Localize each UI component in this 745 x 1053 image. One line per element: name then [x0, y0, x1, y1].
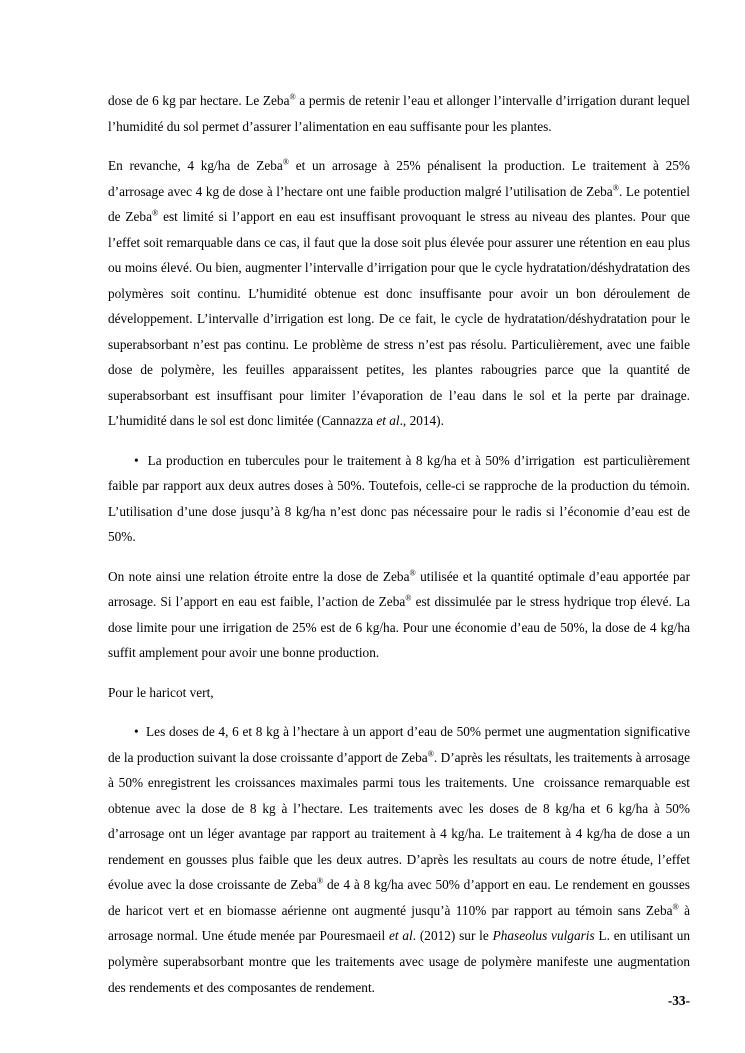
bullet-item-haricot: • Les doses de 4, 6 et 8 kg à l’hectare à un apport d’eau de 50% permet une augmentation significative de la production suivant la dose croissante d’apport de Zeba®. D’après les résultats, les traitements à arrosage à 50% enregistrent les croissances maximales parmi tous les traitements. Une croissance remarquable est obtenue avec la dose de 8 kg à l’hectare. Les traitements avec les doses de 8 kg/ha et 6 kg/ha à 50% d’arrosage ont un léger avantage par rapport au traitement à 4 kg/ha. Le traitement à 4 kg/ha de dose a un rendement en gousses plus faible que les deux autres. D’après les resultats au cours de notre étude, l’effet évolue avec la dose croissante de Zeba® de 4 à 8 kg/ha avec 50% d’apport en eau. Le rendement en gousses de haricot vert et en biomasse aérienne ont augmenté jusqu’à 110% par rapport au témoin sans Zeba® à arrosage normal. Une étude menée par Pouresmaeil et al. (2012) sur le Phaseolus vulgaris L. en utilisant un polymère superabsorbant montre que les traitements avec usage de polymère manifeste une augmentation des rendements et des composantes de rendement.	[108, 724, 691, 995]
page-number: -33-	[667, 993, 690, 1008]
page-body	[108, 88, 690, 1000]
paragraph-3: On note ainsi une relation étroite entre la dose de Zeba® utilisée et la quantité optimale d’eau apportée par arrosage. Si l’apport en eau est faible, l’action de Zeba® est dissimulée par le stress hydrique trop élevé. La dose limite pour une irrigation de 25% est de 6 kg/ha. Pour une économie d’eau de 50%, la dose de 4 kg/ha suffit amplement pour avoir une bonne production.	[108, 568, 691, 661]
paragraph-haricot-intro: Pour le haricot vert,	[108, 684, 214, 700]
bullet-item-radis: • La production en tubercules pour le traitement à 8 kg/ha et à 50% d’irrigation est particulièrement faible par rapport aux deux autres doses à 50%. Toutefois, celle-ci se rapproche de la production du témoin. L’utilisation d’une dose jusqu’à 8 kg/ha n’est donc pas nécessaire pour le radis si l’économie d’eau est de 50%.	[108, 452, 690, 545]
paragraph-1: dose de 6 kg par hectare. Le Zeba® a permis de retenir l’eau et allonger l’intervalle d’irrigation durant lequel l’humidité du sol permet d’assurer l’alimentation en eau suffisante pour les plantes.	[108, 92, 690, 134]
paragraph-2: En revanche, 4 kg/ha de Zeba® et un arrosage à 25% pénalisent la production. Le traitement à 25% d’arrosage avec 4 kg de dose à l’hectare ont une faible production malgré l’utilisation de Zeba®. Le potentiel de Zeba® est limité si l’apport en eau est insuffisant provoquant le stress au niveau des plantes. Pour que l’effet soit remarquable dans ce cas, il faut que la dose soit plus élevée pour assurer une rétention en eau plus ou moins élevé. Ou bien, augmenter l’intervalle d’irrigation pour que le cycle hydratation/déshydratation des polymères soit continu. L’humidité obtenue est donc insuffisante pour avoir un bon déroulement de développement. L’intervalle d’irrigation est long. De ce fait, le cycle de hydratation/déshydratation pour le superabsorbant n’est pas continu. Le problème de stress n’est pas résolu. Particulièrement, avec une faible dose de polymère, les feuilles apparaissent petites, les plantes rabougries parce que la quantité de superabsorbant est insuffisant pour limiter l’évaporation de l’eau dans le sol et la perte par drainage. L’humidité dans le sol est donc limitée (Cannazza et al., 2014).	[108, 157, 691, 429]
